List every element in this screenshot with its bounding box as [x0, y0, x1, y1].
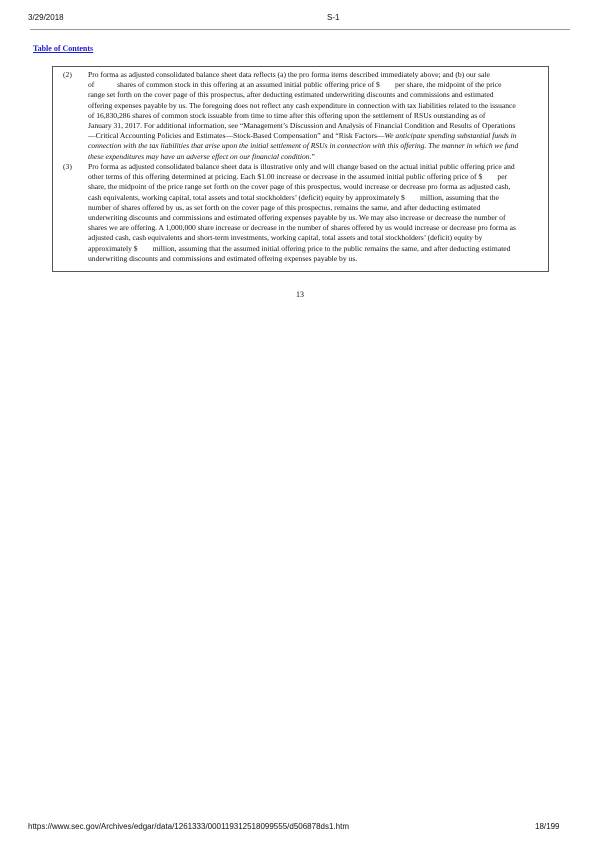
text-segment: of shares of common stock in this offering at an assumed initial public offering price of $ per share, the midpoint of the price	[88, 80, 502, 90]
text-segment: Pro forma as adjusted consolidated balance sheet data is illustrative only and will change based on the actual initial public offering price and	[88, 162, 515, 171]
footnote-text	[88, 162, 516, 264]
text-segment: share, the midpoint of the price range set forth on the cover page of this prospectus, would increase or decrease pro forma as adjusted cash,	[88, 182, 511, 192]
footnotes-box	[52, 66, 549, 272]
print-date: 3/29/2018	[28, 13, 64, 22]
text-line	[88, 233, 516, 243]
text-segment: range set forth on the cover page of this prospectus, after deducting estimated underwriting discounts and commissions and estimated	[88, 90, 494, 100]
text-segment: adjusted cash, cash equivalents and short-term investments, working capital, total assets and total stockholders’ (deficit) equity by	[88, 233, 483, 243]
text-segment: January 31, 2017. For additional information, see “Management’s Discussion and Analysis of Financial Condition and Results of Operations	[88, 121, 516, 131]
footnote-number: (2)	[63, 70, 72, 79]
text-line	[88, 152, 518, 162]
table-of-contents-link[interactable]: Table of Contents	[33, 44, 94, 53]
text-line	[88, 70, 518, 80]
text-line	[88, 223, 516, 233]
text-line	[88, 101, 518, 111]
text-segment: underwriting discounts and commissions and estimated offering expenses payable by us.	[88, 253, 358, 263]
text-line	[88, 80, 518, 90]
text-line	[88, 213, 516, 223]
footer-page-count: 18/199	[535, 822, 560, 831]
text-segment: offering expenses payable by us. The foregoing does not reflect any cash expenditure in connection with tax liabilities related to the issuance	[88, 100, 516, 110]
italic-text: these expenditures may have an adverse effect on our financial condition.	[88, 151, 312, 161]
text-line	[88, 111, 518, 121]
text-segment: number of shares offered by us, as set forth on the cover page of this prospectus, remains the same, and after deducting estimated	[88, 202, 481, 212]
page-number: 13	[296, 290, 304, 299]
footnote-number: (3)	[63, 162, 72, 171]
text-segment: shares we are offering. A 1,000,000 share increase or decrease in the number of shares offered by us would increase or decrease pro forma as	[88, 223, 516, 233]
footer-url: https://www.sec.gov/Archives/edgar/data/1261333/000119312518099555/d506878ds1.htm	[28, 822, 349, 831]
text-segment: —Critical Accounting Policies and Estimates—Stock-Based Compensation” and “Risk Factors—	[88, 131, 385, 141]
italic-text: connection with the tax liabilities that arise upon the initial settlement of RSUs in connection with this offering. The manner in which we fund	[88, 141, 519, 151]
text-line	[88, 203, 516, 213]
text-segment: cash equivalents, working capital, total assets and total stockholders’ (deficit) equity by approximately $ million, assuming that the	[88, 192, 499, 202]
text-line	[88, 90, 518, 100]
text-segment: approximately $ million, assuming that the assumed initial offering price to the public remains the same, and after deducting estimated	[88, 243, 511, 253]
text-line	[88, 182, 516, 192]
italic-text: We anticipate spending substantial funds in	[384, 131, 517, 141]
footnote-text	[88, 70, 518, 162]
text-line	[88, 141, 518, 151]
document-title: S-1	[327, 13, 340, 22]
text-segment: Pro forma as adjusted consolidated balance sheet data reflects (a) the pro forma items described immediately above; and (b) our sale	[88, 70, 490, 79]
text-line	[88, 244, 516, 254]
text-segment: ”	[311, 151, 315, 161]
text-line	[88, 162, 516, 172]
text-segment: underwriting discounts and commissions and estimated offering expenses payable by us. We may also increase or decrease the number of	[88, 213, 506, 223]
text-segment: of 16,830,286 shares of common stock issuable from time to time after this offering upon the settlement of RSUs outstanding as of	[88, 110, 486, 120]
header-divider	[30, 29, 570, 30]
text-line	[88, 193, 516, 203]
text-segment: other terms of this offering determined at pricing. Each $1.00 increase or decrease in the assumed initial public offering price of $ per	[88, 172, 508, 182]
text-line	[88, 254, 516, 264]
text-line	[88, 131, 518, 141]
text-line	[88, 172, 516, 182]
text-line	[88, 121, 518, 131]
